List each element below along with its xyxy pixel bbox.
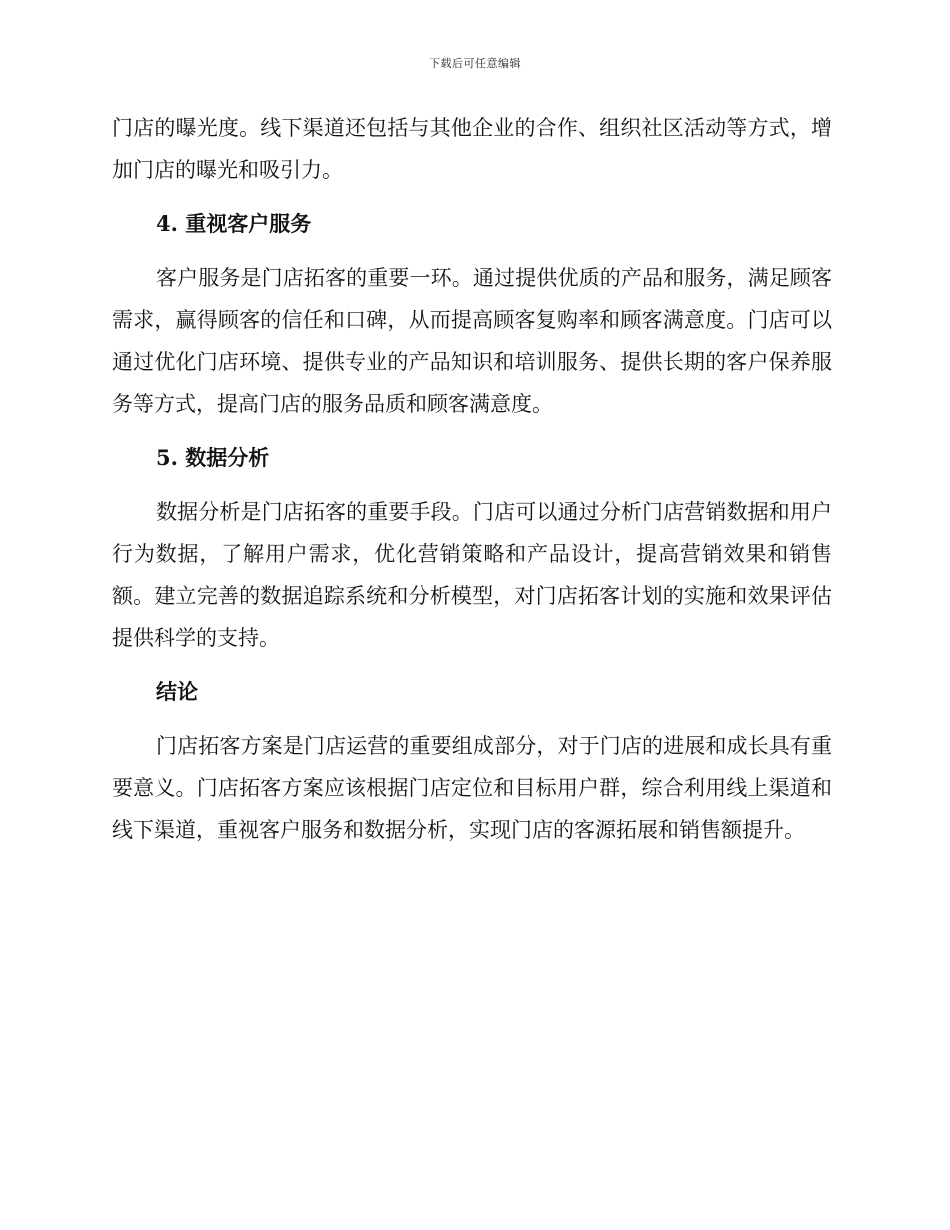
page-header: 下载后可任意编辑	[429, 57, 521, 70]
paragraph-customer-service: 客户服务是门店拓客的重要一环。通过提供优质的产品和服务，满足顾客需求，赢得顾客的信任和口碑，从而提高顾客复购率和顾客满意度。门店可以通过优化门店环境、提供专业的产品知识和培训服务、提供长期的客户保养服务等方式，提高门店的服务品质和顾客满意度。	[112, 266, 832, 416]
section-heading-data-analysis: 5. 数据分析	[156, 445, 270, 470]
section-heading-conclusion: 结论	[156, 679, 198, 704]
document-body	[112, 107, 832, 863]
paragraph-data-analysis: 数据分析是门店拓客的重要手段。门店可以通过分析门店营销数据和用户行为数据，了解用户需求，优化营销策略和产品设计，提高营销效果和销售额。建立完善的数据追踪系统和分析模型，对门店拓客计划的实施和效果评估提供科学的支持。	[112, 500, 832, 650]
paragraph-offline-channels: 门店的曝光度。线下渠道还包括与其他企业的合作、组织社区活动等方式，增加门店的曝光和吸引力。	[112, 116, 832, 182]
paragraph-conclusion: 门店拓客方案是门店运营的重要组成部分，对于门店的进展和成长具有重要意义。门店拓客方案应该根据门店定位和目标用户群，综合利用线上渠道和线下渠道，重视客户服务和数据分析，实现门店的客源拓展和销售额提升。	[112, 734, 832, 842]
section-heading-customer-service: 4. 重视客户服务	[156, 211, 312, 236]
